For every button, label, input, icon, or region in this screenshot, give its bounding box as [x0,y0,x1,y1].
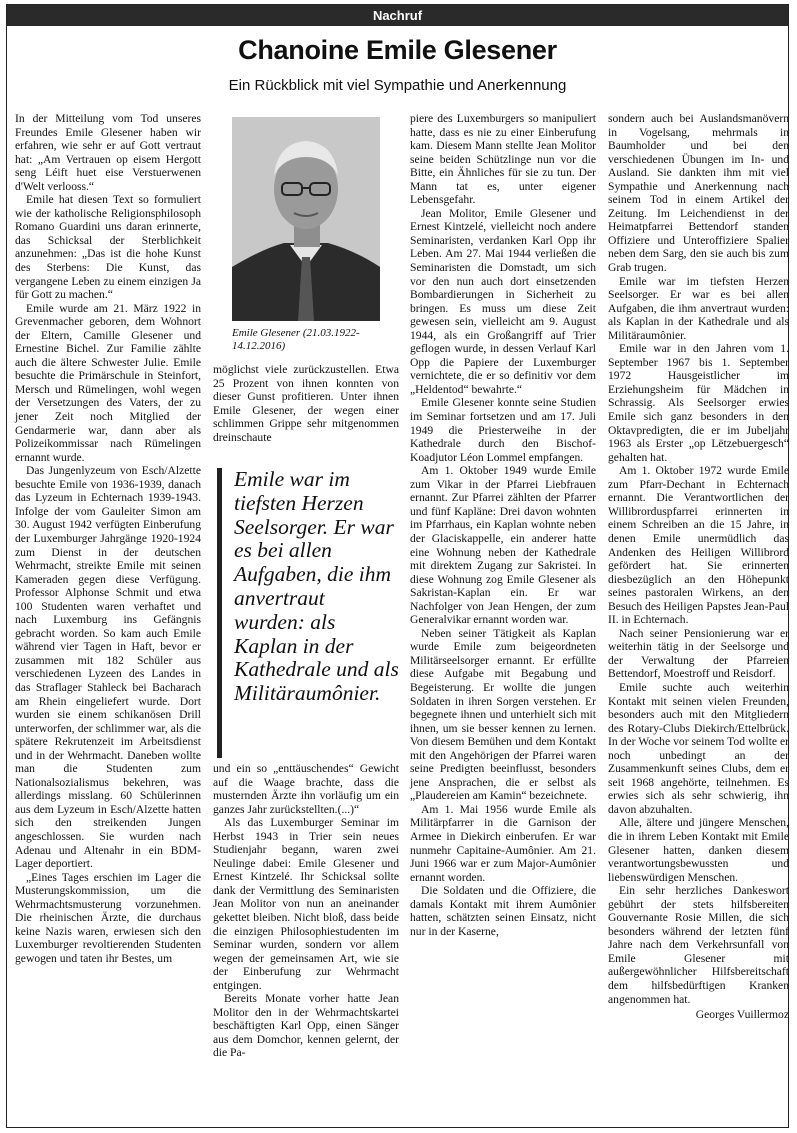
paragraph: Als das Luxemburger Seminar im Herbst 1943 in Trier sein neues Studienjahr begann, waren zwei Neulinge dabei: Emile Glesener und Ernest Kintzelé. Ihr Schicksal sollte dank der Vermittlung des Seminaristen Jean Molitor von nun an aneinander gekettet bleiben. Nicht bloß, dass beide die einzigen Philosophiestudenten im Seminar wurden, sondern vor allem wegen der gemeinsamen Art, wie sie der Einberufung zur Wehrmacht entgingen. [213,816,399,992]
paragraph: Emile war im tiefsten Herzen Seelsorger. Er war es bei allen Aufgaben, die ihm anvertraut wurden: als Kaplan in der Kathedrale und als Militäraumônier. [608,274,789,342]
column-2-top [213,363,399,444]
paragraph: In der Mitteilung vom Tod unseres Freundes Emile Glesener haben wir erfahren, wie sehr er auf Gott vertraut hat: „Am Vertrauen op eisem Hergott seng Léift huet eise Verstuerwenen d'Welt verlooss.“ [15,112,201,193]
paragraph: Die Soldaten und die Offiziere, die damals Kontakt mit ihrem Aumônier hatten, schätzten seinen Einsatz, nicht nur in der Kaserne, [410,884,596,938]
column-3 [410,112,596,938]
author-byline: Georges Vuillermoz [695,1008,789,1022]
rubric-bar: Nachruf [7,5,788,26]
paragraph: Emile hat diesen Text so formuliert wie der katholische Religionsphilosoph Romano Guardini uns daran erinnerte, das Schicksal der Sterblichkeit anzunehmen: „Das ist die hohe Kunst des Sterbens: Die Kunst, das vergangene Leben zu einem einzigen Ja für Gott zu machen.“ [15,193,201,302]
paragraph: Emile Glesener konnte seine Studien im Seminar fortsetzen und am 17. Juli 1949 die Priesterweihe in der Kathedrale durch den Bischof-Koadjutor Léon Lommel empfangen. [410,396,596,464]
paragraph: Das Jungenlyzeum von Esch/Alzette besuchte Emile von 1936-1939, danach das Lyzeum in Echternach 1939-1943. Infolge der vom Gauleiter Simon am 30. August 1942 verfügten Einberufung der Luxemburger Jahrgänge 1920-1924 zum Dienst in der deutschen Wehrmacht, streikte Emile mit seinen Kameraden gegen diese Verfügung. Professor Alphonse Schmit und etwa 100 Studenten waren verhaftet und nach Luxemburg ins Gefängnis gebracht worden. So kam auch Emile während vier Tagen in Haft, bevor er zusammen mit 182 Schüler aus verschiedenen Lyzeen des Landes in das Straflager Stahleck bei Bacharach am Rhein eingeliefert wurde. Dort wurden sie einem schikanösen Drill unterworfen, der schlimmer war, als die spätere Rekrutenzeit im Arbeitsdienst und in der Wehrmacht. Daneben wollte man die Studenten zum Nationalsozialismus bekehren, was allerdings misslang. 60 Schülerinnen aus dem Lyzeum in Esch/Alzette hatten sich den streikenden Jungen angeschlossen. Sie wurden nach Adenau und Altenahr in ein BDM-Lager deportiert. [15,464,201,871]
paragraph: Ein sehr herzliches Dankeswort gebührt der stets hilfsbereiten Gouvernante Rosie Millen, die sich besonders während der letzten fünf Jahre nach dem Verkehrsunfall von Emile Glesener mit außergewöhnlicher Hilfsbereitschaft dem hilfsbedürftigen Kranken angenommen hat. [608,884,789,1006]
paragraph: Neben seiner Tätigkeit als Kaplan wurde Emile zum beigeordneten Militärseelsorger ernannt. Er erfüllte diese Aufgabe mit Begabung und Begeisterung. Er wollte die jungen Soldaten in ihren Sorgen verstehen. Er begegnete ihnen und unterhielt sich mit ihnen, um sie besser kennen zu lernen. Von diesem Bemühen und dem Kontakt mit den Angehörigen der Pfarrei waren seine Predigten beeinflusst, besonders jene Ansprachen, die er selbst als „Plaudereien am Kamin“ bezeichnete. [410,626,596,803]
pull-quote: Emile war im tiefsten Herzen Seelsorger. Er war es bei allen Aufgaben, die ihm anvertraut wurden: als Kaplan in der Kathedrale und als Militäraumônier. [217,468,400,758]
column-4 [608,112,789,1022]
paragraph: und ein so „enttäuschendes“ Gewicht auf die Waage brachte, dass die musternden Ärzte ihn vorläufig um ein ganzes Jahr zurückstellten.(...)“ [213,762,399,816]
paragraph: Alle, ältere und jüngere Menschen, die in ihrem Leben Kontakt mit Emile Glesener hatten, danken diesem verantwortungsbewussten und liebenswürdigen Menschen. [608,816,789,884]
paragraph: Emile suchte auch weiterhin Kontakt mit seinen vielen Freunden, besonders auch mit den Mitgliedern des Rotary-Clubs Diekirch/Ettelbrück. In der Woche vor seinem Tod wollte er noch unbedingt an der Zusammenkunft seines Clubs, dem er seit 1968 angehörte, teilnehmen. Es erwies sich als sehr schwierig, ihn davon abzuhalten. [608,680,789,816]
paragraph: piere des Luxemburgers so manipuliert hatte, dass es nie zu einer Einberufung kam. Diesem Mann stellte Jean Molitor seine beiden Schützlinge nun vor die Bitte, ein Ähnliches für sie zu tun. Der Mann tat es, unter eigener Lebensgefahr. [410,112,596,207]
portrait-image [232,117,380,321]
headline: Chanoine Emile Glesener [238,35,557,65]
photo-caption: Emile Glesener (21.03.1922-14.12.2016) [232,327,360,352]
paragraph: „Eines Tages erschien im Lager die Musterungskommission, um die Wehrmachtsmusterung vorzunehmen. Die rheinischen Ärzte, die durchaus keine Nazis waren, erwiesen sich den Luxemburger revoltierenden Studenten gewogen und taten ihr Bestes, um [15,870,201,965]
paragraph: möglichst viele zurückzustellen. Etwa 25 Prozent von ihnen konnten von dieser Gunst profitieren. Unter ihnen Emile Glesener, der wegen einer schlimmen Grippe sehr mitgenommen dreinschaute [213,363,399,444]
paragraph: Am 1. Mai 1956 wurde Emile als Militärpfarrer in die Garnison der Armee in Diekirch einberufen. Er war nunmehr Capitaine-Aumônier. Am 21. Juni 1966 war er zum Major-Aumônier ernannt worden. [410,802,596,884]
article-frame [6,4,789,1128]
column-2-bottom [213,762,399,1060]
paragraph: sondern auch bei Auslandsmanövern in Vogelsang, mehrmals in Baumholder und bei den verschiedenen Übungen im In- und Ausland. Sie dankten ihm mit viel Sympathie und Anerkennung nach seinem Tod in einem Artikel der Zeitung. Im Leichendienst in der Heimatpfarrei Bettendorf standen Offiziere und Unteroffiziere Spalier neben dem Sarg, den sie auch bis zum Grab trugen. [608,112,789,275]
subheadline: Ein Rückblick mit viel Sympathie und Anerkennung [228,77,567,94]
paragraph: Jean Molitor, Emile Glesener und Ernest Kintzelé, vielleicht noch andere Seminaristen, verdanken Karl Opp ihr Leben. Am 27. Mai 1944 verließen die Seminaristen die Domstadt, um sich vor den nun auch dort einsetzenden Bombardierungen in Sicherheit zu bringen. Es muss um diese Zeit gewesen sein, vielleicht am 9. August 1944, als ein Großangriff auf Trier geflogen wurde, in dessen Verlauf Karl Opp die Papiere der Luxemburger vernichtete, die er so definitiv vor dem „Heldentod“ bewahrte.“ [410,206,596,396]
paragraph: Nach seiner Pensionierung war er weiterhin tätig in der Seelsorge und der Verwaltung der Pfarreien Bettendorf, Moestroff und Reisdorf. [608,626,789,681]
column-1 [15,112,201,965]
portrait-photo [232,117,380,321]
paragraph: Emile war in den Jahren vom 1. September 1967 bis 1. September 1972 Hausgeistlicher im Erziehungsheim für Mädchen in Schrassig. Als Seelsorger erwies Emile sich ganz besonders in den Oktavpredigten, die er im Jubeljahr 1963 als Erster „op Lëtzebuergesch“ gehalten hat. [608,342,789,464]
paragraph: Bereits Monate vorher hatte Jean Molitor den in der Wehrmachtskartei beschäftigten Karl Opp, einen Sänger aus dem Domchor, kennen gelernt, der die Pa- [213,992,399,1060]
paragraph: Emile wurde am 21. März 1922 in Grevenmacher geboren, dem Wohnort der Eltern, Camille Glesener und Ernestine Bichel. Zur Familie zählte auch die ältere Schwester Julie. Emile besuchte die Primärschule in Steinfort, Mersch und Rümelingen, wohl wegen der Versetzungen des Vaters, der zu jener Zeit noch Mitglied der Gendarmerie war, dann aber als Polizeikommissar nach Rümelingen ernannt wurde. [15,301,201,464]
paragraph: Am 1. Oktober 1949 wurde Emile zum Vikar in der Pfarrei Liebfrauen ernannt. Zur Pfarrei zählten der Pfarrer und fünf Kapläne: Drei davon wohnten im Pfarrhaus, ein Kaplan wohnte neben der Glaciskappelle, ein anderer hatte eine Wohnung neben der Kathedrale mit direktem Zugang zur Sakristei. In diese Wohnung zog Emile Glesener als Sakristan-Kaplan ein. Er war Nachfolger von Jean Hengen, der zum Generalvikar ernannt worden war. [410,464,596,627]
paragraph: Am 1. Oktober 1972 wurde Emile zum Pfarr-Dechant in Echternach ernannt. Die Verantwortlichen der Willibrorduspfarrei erinnerten in einem Schreiben an die 15 Jahre, in denen Emile unermüdlich das Andenken des Heiligen Willibrord gefördert hat. Sie erinnerten diesbezüglich an den Höhepunkt seines pastoralen Wirkens, an den Besuch des Heiligen Papstes Jean-Paul II. in Echternach. [608,464,789,627]
